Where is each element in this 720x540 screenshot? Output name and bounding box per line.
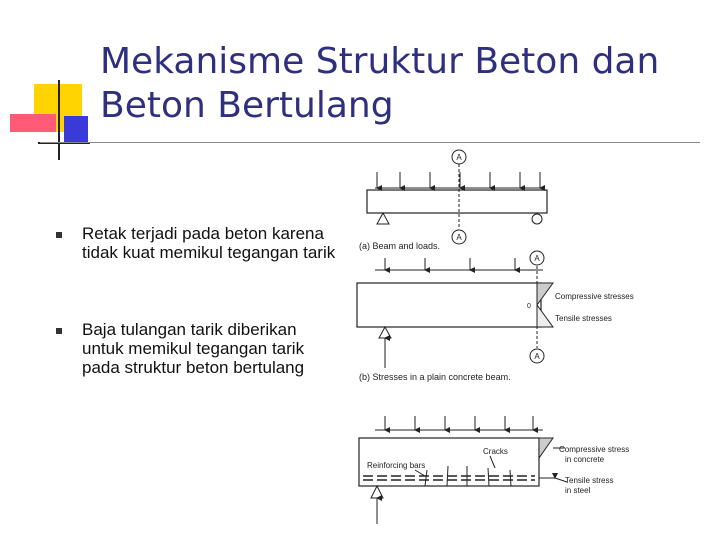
neutral-axis-label: 0 [527,303,531,310]
beam-b [357,283,541,327]
section-label: A [456,153,462,162]
pin-support [377,213,389,224]
bullet-text-2: Baja tulangan tarik diberikan untuk memikul tegangan tarik pada struktur beton bertulang [82,320,305,377]
tensile-stress-block [537,305,553,327]
bar-leader [415,470,425,476]
tensile-stress-label: Tensile stresses [555,314,612,323]
compressive-stress-block [537,283,553,305]
caption-b: (b) Stresses in a plain concrete beam. [359,372,511,382]
crack [447,466,448,486]
plain-concrete-beam [357,251,553,368]
crack [425,470,427,486]
crack [488,468,489,486]
compressive-concrete-label-2: in concrete [565,455,605,464]
title-divider [40,142,700,143]
crack [510,470,511,486]
cracks-label: Cracks [483,447,508,456]
deco-vertical-line [58,80,60,160]
title-line-2: Beton Bertulang [100,85,394,126]
section-label: A [456,233,462,242]
reinforcing-bars-label: Reinforcing bars [367,461,426,470]
bullet-marker-1 [56,232,62,238]
slide-title [100,40,700,128]
section-label: A [534,352,540,361]
reinforced-beam [359,416,567,524]
compressive-concrete-label-1: Compressive stress [559,445,630,454]
bullet-marker-2 [56,328,62,334]
deco-blue-block [64,116,88,142]
tensile-steel-label-2: in steel [565,486,591,495]
roller-support [532,214,542,224]
compressive-stress-block [539,438,553,458]
pin-support [379,327,391,338]
bullet-text-1: Retak terjadi pada beton karena tidak kuat memikul tegangan tarik [82,224,336,262]
title-line-1: Mekanisme Struktur Beton dan [100,41,660,82]
pin-support [371,486,383,498]
beam-and-loads [367,150,547,244]
compressive-stress-label: Compressive stresses [555,292,634,301]
beam-a [367,190,547,213]
tensile-steel-label-1: Tensile stress [565,476,614,485]
crack-leader [490,456,495,468]
section-label: A [534,254,540,263]
beam-diagram [355,148,675,533]
caption-a: (a) Beam and loads. [359,241,441,251]
deco-red-bar [10,114,56,132]
